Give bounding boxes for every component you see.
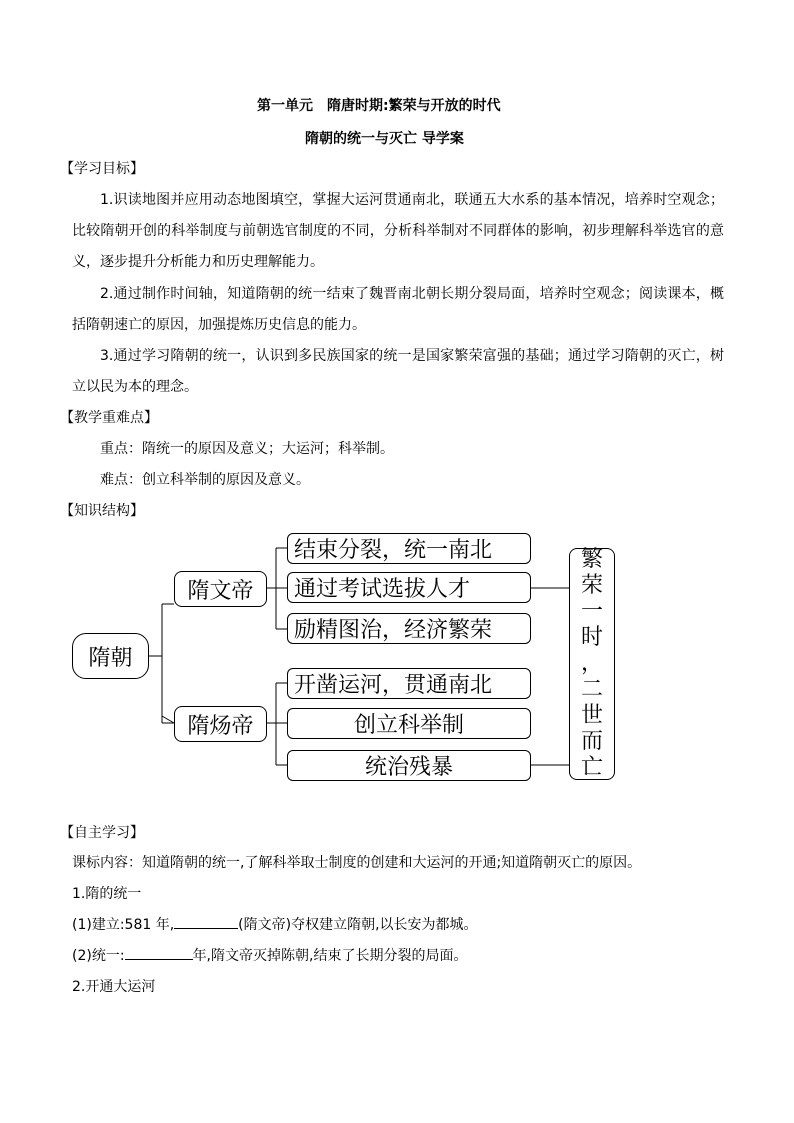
branch-item-label: 励精图治，经济繁荣 (294, 618, 493, 643)
conclusion-char: 而 (580, 729, 603, 754)
objective-3: 3.通过学习隋朝的统一，认识到多民族国家的统一是国家繁荣富强的基础；通过学习隋朝的灭亡，树立以民为本的理念。 (72, 348, 724, 395)
section-grand-canal: 2.开通大运河 (72, 979, 156, 995)
emperor-node-wendi (174, 571, 267, 607)
branch-item (287, 708, 531, 739)
conclusion-char: 亡 (580, 755, 603, 780)
conclusion-char: 世 (580, 703, 603, 728)
branch-item (287, 750, 531, 781)
conclusion-char: 一 (580, 599, 603, 624)
objective-1: 1.识读地图并应用动态地图填空，掌握大运河贯通南北，联通五大水系的基本情况，培养时空观念；比较隋朝开创的科举制度与前朝选官制度的不同，分析科举制对不同群体的影响，初步理解科举选官的意义，逐步提升分析能力和历史理解能力。 (72, 192, 724, 270)
branch-item (287, 533, 531, 564)
branch-item-label: 创立科举制 (353, 713, 464, 738)
branch-item-label: 统治残暴 (364, 755, 453, 780)
emperor-label: 隋炀帝 (187, 713, 254, 739)
question-unify (72, 946, 467, 966)
branch-item-label: 开凿运河，贯通南北 (294, 673, 493, 698)
key-point: 重点：隋统一的原因及意义；大运河；科举制。 (100, 441, 394, 457)
lesson-title: 隋朝的统一与灭亡 导学案 (305, 131, 464, 147)
question-text: (1)建立:581 年, (72, 917, 175, 933)
unit-title: 第一单元 隋唐时期:繁荣与开放的时代 (257, 98, 501, 114)
answer-blank[interactable] (125, 959, 193, 960)
root-label: 隋朝 (88, 645, 133, 671)
emperor-label: 隋文帝 (187, 578, 254, 604)
branch-item-label: 通过考试选拔人才 (294, 577, 471, 602)
self-study-heading: 【自主学习】 (60, 825, 144, 841)
structure-heading: 【知识结构】 (60, 503, 144, 519)
branch-item-label: 结束分裂，统一南北 (294, 538, 493, 563)
section-unification: 1.隋的统一 (72, 886, 142, 902)
keypoints-heading: 【教学重难点】 (60, 410, 158, 426)
conclusion-char: 荣 (580, 573, 603, 598)
conclusion-char: ， (580, 651, 603, 676)
difficult-point: 难点：创立科举制的原因及意义。 (100, 472, 310, 488)
question-establish (72, 915, 478, 935)
objectives-heading: 【学习目标】 (60, 161, 144, 177)
branch-item (287, 668, 531, 699)
answer-blank[interactable] (174, 928, 238, 929)
emperor-node-yangdi (174, 706, 267, 742)
curriculum-standard: 课标内容：知道隋朝的统一,了解科举取士制度的创建和大运河的开通;知道隋朝灭亡的原因。 (72, 855, 642, 871)
root-node (72, 633, 149, 679)
conclusion-char: 繁 (580, 547, 603, 572)
conclusion-char: 二 (580, 677, 603, 702)
question-text: (隋文帝)夺权建立隋朝,以长安为都城。 (238, 917, 478, 933)
objective-2: 2.通过制作时间轴，知道隋朝的统一结束了魏晋南北朝长期分裂局面，培养时空观念；阅读课本，概括隋朝速亡的原因，加强提炼历史信息的能力。 (72, 286, 724, 333)
branch-item (287, 572, 531, 603)
question-text: (2)统一: (72, 948, 125, 964)
conclusion-node (569, 548, 615, 780)
conclusion-char: 时 (580, 625, 603, 650)
question-text: 年,隋文帝灭掉陈朝,结束了长期分裂的局面。 (192, 948, 468, 964)
branch-item (287, 613, 531, 644)
